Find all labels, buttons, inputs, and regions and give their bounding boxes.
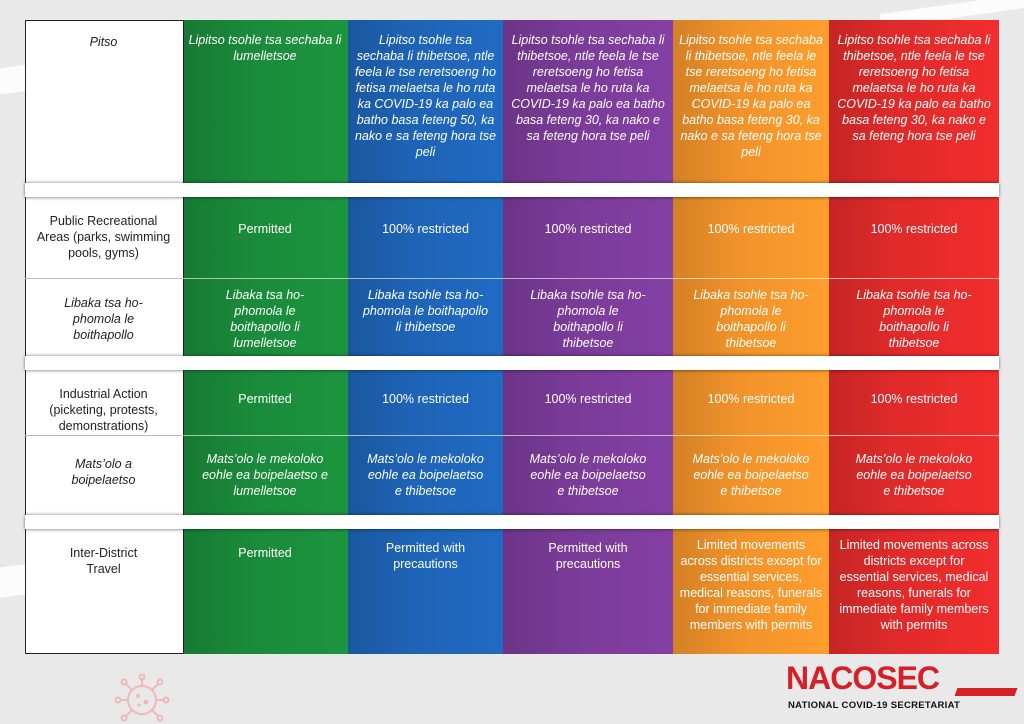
cell-recreation-st-red: Libaka tsohle tsa ho-phomola le boithapollo li thibetsoe xyxy=(856,288,972,350)
separator-band xyxy=(25,183,999,197)
row-divider xyxy=(182,278,999,279)
logo-subtitle: NATIONAL COVID-19 SECRETARIAT xyxy=(788,700,961,711)
cell-recreation-st-blue: Libaka tsohle tsa ho-phomola le boithapollo li thibetsoe xyxy=(362,288,489,334)
cell-recreation-st-green: Libaka tsa ho-phomola le boithapollo li lumelletsoe xyxy=(225,288,305,350)
cell-industrial-purple: 100% restricted xyxy=(544,392,632,406)
cell-industrial-st-orange: Mats’olo le mekoloko eohle ea boipelaetso e thibetsoe xyxy=(692,452,810,498)
cell-industrial-st-purple: Mats’olo le mekoloko eohle ea boipelaetso e thibetsoe xyxy=(529,452,647,498)
row-label-recreation-sesotho: Libaka tsa ho-phomola le boithapollo xyxy=(64,296,143,342)
label-divider xyxy=(25,435,182,436)
cell-recreation-red: 100% restricted xyxy=(870,222,958,236)
cell-travel-green: Permitted xyxy=(238,546,292,560)
cell-recreation-green: Permitted xyxy=(238,222,292,236)
cell-travel-purple: Permitted with precautions xyxy=(548,541,628,571)
cell-recreation-st-orange: Libaka tsohle tsa ho-phomola le boithapollo li thibetsoe xyxy=(693,288,809,350)
cell-industrial-st-red: Mats’olo le mekoloko eohle ea boipelaetso e thibetsoe xyxy=(855,452,973,498)
separator-band xyxy=(25,356,999,370)
row-label-recreation: Public Recreational Areas (parks, swimming pools, gyms) xyxy=(36,214,171,260)
cell-recreation-orange: 100% restricted xyxy=(707,222,795,236)
cell-pitso-blue: Lipitso tsohle tsa sechaba li thibetsoe, ntle feela le tse reretsoeng ho fetisa melaetsa le ho ruta ka COVID-19 ka palo ea batho basa feteng 50, ka nako e sa feteng hora tse peli xyxy=(354,33,497,159)
row-label-industrial-sesotho: Mats’olo a boipelaetso xyxy=(71,457,136,487)
cell-pitso-red: Lipitso tsohle tsa sechaba li thibetsoe, ntle feela le tse reretsoeng ho fetisa melaetsa le ho ruta ka COVID-19 ka palo ea batho basa feteng 30, ka nako e sa feteng hora tse peli xyxy=(837,33,991,143)
row-label-travel: Inter-District Travel xyxy=(69,546,138,576)
row-label-industrial: Industrial Action (picketing, protests, demonstrations) xyxy=(49,387,158,433)
cell-industrial-orange: 100% restricted xyxy=(707,392,795,406)
nacosec-logo xyxy=(786,660,1006,714)
row-label-pitso: Pitso xyxy=(89,35,118,49)
cell-pitso-green: Lipitso tsohle tsa sechaba li lumelletsoe xyxy=(188,33,342,63)
logo-accent-bar xyxy=(955,688,1018,696)
cell-recreation-blue: 100% restricted xyxy=(382,222,469,236)
cell-travel-orange: Limited movements across districts except for essential services, medical reasons, funerals for immediate family members with permits xyxy=(679,538,823,632)
cell-industrial-red: 100% restricted xyxy=(870,392,958,406)
cell-travel-blue: Permitted with precautions xyxy=(385,541,466,571)
cell-pitso-orange: Lipitso tsohle tsa sechaba li thibetsoe, ntle feela le tse reretsoeng ho fetisa melaetsa le ho ruta ka COVID-19 ka palo ea batho basa feteng 30, ka nako e sa feteng hora tse peli xyxy=(679,33,823,159)
cell-pitso-purple: Lipitso tsohle tsa sechaba li thibetsoe, ntle feela le tse reretsoeng ho fetisa melaetsa le ho ruta ka COVID-19 ka palo ea batho basa feteng 30, ka nako e sa feteng hora tse peli xyxy=(511,33,665,143)
row-divider xyxy=(182,435,999,436)
logo-name: NACOSEC xyxy=(786,660,940,696)
cell-recreation-purple: 100% restricted xyxy=(544,222,632,236)
label-divider xyxy=(25,278,182,279)
cell-recreation-st-purple: Libaka tsohle tsa ho-phomola le boithapollo li thibetsoe xyxy=(530,288,646,350)
cell-industrial-st-blue: Mats’olo le mekoloko eohle ea boipelaetso e thibetsoe xyxy=(367,452,484,498)
cell-industrial-st-green: Mats’olo le mekoloko eohle ea boipelaetso e lumelletsoe xyxy=(202,452,328,498)
cell-travel-red: Limited movements across districts except for essential services, medical reasons, funerals for immediate family members with permits xyxy=(839,538,989,632)
cell-industrial-blue: 100% restricted xyxy=(382,392,469,406)
covid-restrictions-table xyxy=(25,20,999,654)
separator-band xyxy=(25,515,999,529)
virus-icon xyxy=(112,672,172,724)
cell-industrial-green: Permitted xyxy=(238,392,292,406)
